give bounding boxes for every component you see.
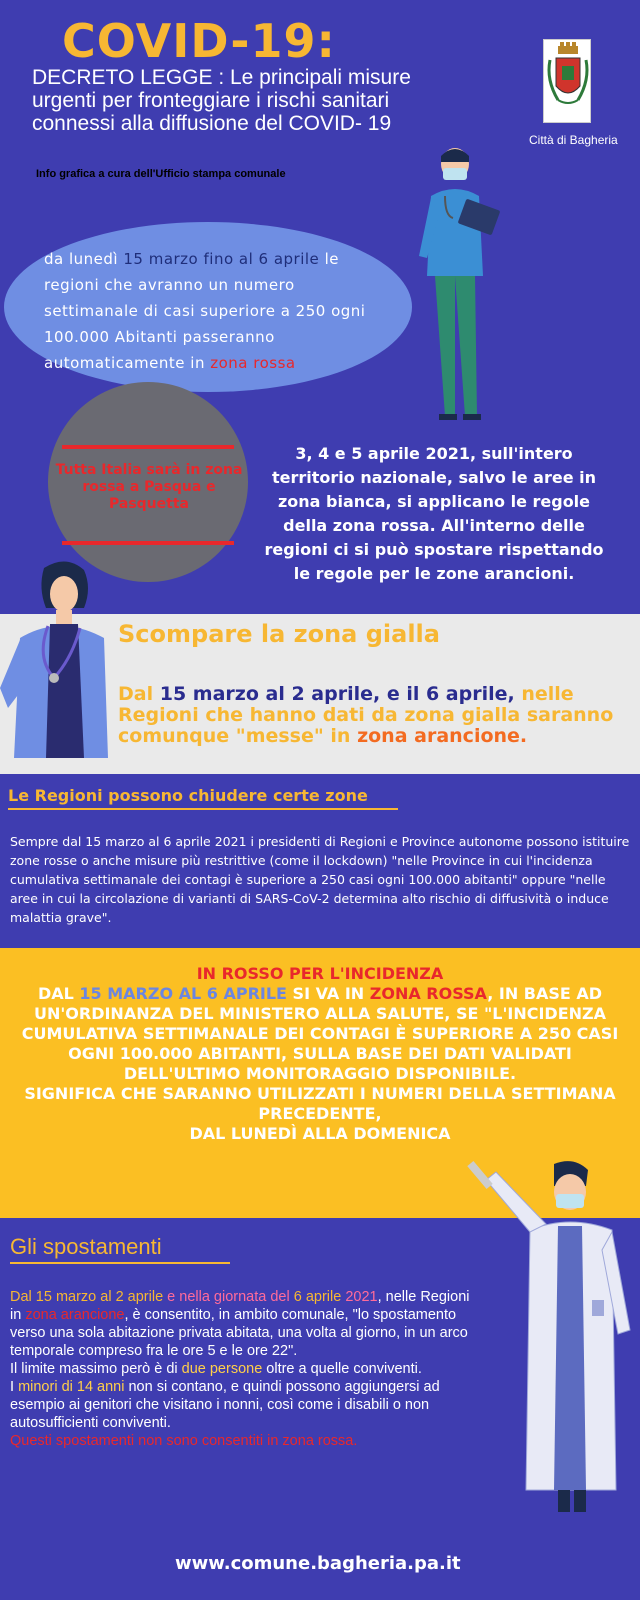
city-crest-logo bbox=[543, 39, 591, 123]
credit-line: Info grafica a cura dell'Ufficio stampa comunale bbox=[36, 168, 286, 180]
red-zone-info-text: da lunedì 15 marzo fino al 6 aprile le regioni che avranno un numero settimanale di casi superiore a 250 ogni 100.000 Abitanti passeranno automaticamente in zona rossa bbox=[44, 250, 366, 372]
movements-text: Dal 15 marzo al 2 aprile e nella giornata del 6 aprile 2021, nelle Regioni in zona arancione, è consentito, in ambito comunale, "lo spostamento verso una sola abitazione privata abitata, una volta al giorno, in un arco temporale compreso fra le ore 5 e le ore 22". Il limite massimo però è di due persone oltre a quelle conviventi. I minori di 14 anni non si contano, e quindi possono aggiungersi ad esempio ai genitori che visitano i nonni, così come i disabili o non autosufficienti conviventi. Questi spostamenti non sono consentiti in zona rossa. bbox=[10, 1289, 470, 1449]
page-subtitle: DECRETO LEGGE : Le principali misure urgenti per fronteggiare i rischi sanitari connessi alla diffusione del COVID- 19 bbox=[32, 66, 411, 135]
easter-badge-text: Tutta Italia sarà in zona rossa a Pasqua e Pasquetta bbox=[55, 462, 243, 512]
section-underline bbox=[10, 1262, 230, 1264]
movements-title: Gli spostamenti bbox=[10, 1234, 162, 1259]
city-name-label: Città di Bagheria bbox=[529, 133, 618, 147]
yellow-zone-text: Dal 15 marzo al 2 aprile, e il 6 aprile, nelle Regioni che hanno dati da zona gialla saranno comunque "messe" in zona arancione. bbox=[118, 683, 614, 747]
yellow-zone-title: Scompare la zona gialla bbox=[118, 620, 440, 648]
closures-title: Le Regioni possono chiudere certe zone bbox=[8, 786, 368, 805]
female-doctor-icon bbox=[0, 558, 116, 788]
doctor-syringe-icon bbox=[466, 1160, 636, 1520]
incidence-text: IN ROSSO PER L'INCIDENZA DAL 15 MARZO AL 6 APRILE SI VA IN ZONA ROSSA, IN BASE AD UN'ORDINANZA DEL MINISTERO ALLA SALUTE, SE "L'INCIDENZA CUMULATIVA SETTIMANALE DEI CONTAGI È SUPERIORE A 250 CASI OGNI 100.000 ABITANTI, SULLA BASE DEI DATI VALIDATI DELL'ULTIMO MONITORAGGIO DISPONIBILE. SIGNIFICA CHE SARANNO UTILIZZATI I NUMERI DELLA SETTIMANA PRECEDENTE, DAL LUNEDÌ ALLA DOMENICA bbox=[21, 964, 619, 1143]
crest-icon bbox=[544, 40, 592, 124]
website-link[interactable]: www.comune.bagheria.pa.it bbox=[175, 1553, 461, 1574]
section-underline bbox=[8, 808, 398, 810]
closures-text: Sempre dal 15 marzo al 6 aprile 2021 i presidenti di Regioni e Province autonome possono istituire zone rosse o anche misure più restrittive (come il lockdown) "nelle Province in cui l'incidenza cumulativa settimanale dei contagi è superiore a 250 casi ogni 100.000 abitanti" oppure "nelle aree in cui la circolazione di varianti di SARS-CoV-2 determina alto rischio di diffusività o induce malattia grave". bbox=[10, 834, 630, 925]
easter-rules-text: 3, 4 e 5 aprile 2021, sull'intero territorio nazionale, salvo le aree in zona bianca, si applicano le regole della zona rossa. All'interno delle regioni ci si può spostare rispettando le regole per le zone arancioni. bbox=[264, 444, 604, 583]
page-title: COVID-19: bbox=[62, 14, 336, 68]
divider bbox=[62, 445, 234, 449]
divider bbox=[62, 541, 234, 545]
doctor-clipboard-icon bbox=[405, 146, 505, 426]
